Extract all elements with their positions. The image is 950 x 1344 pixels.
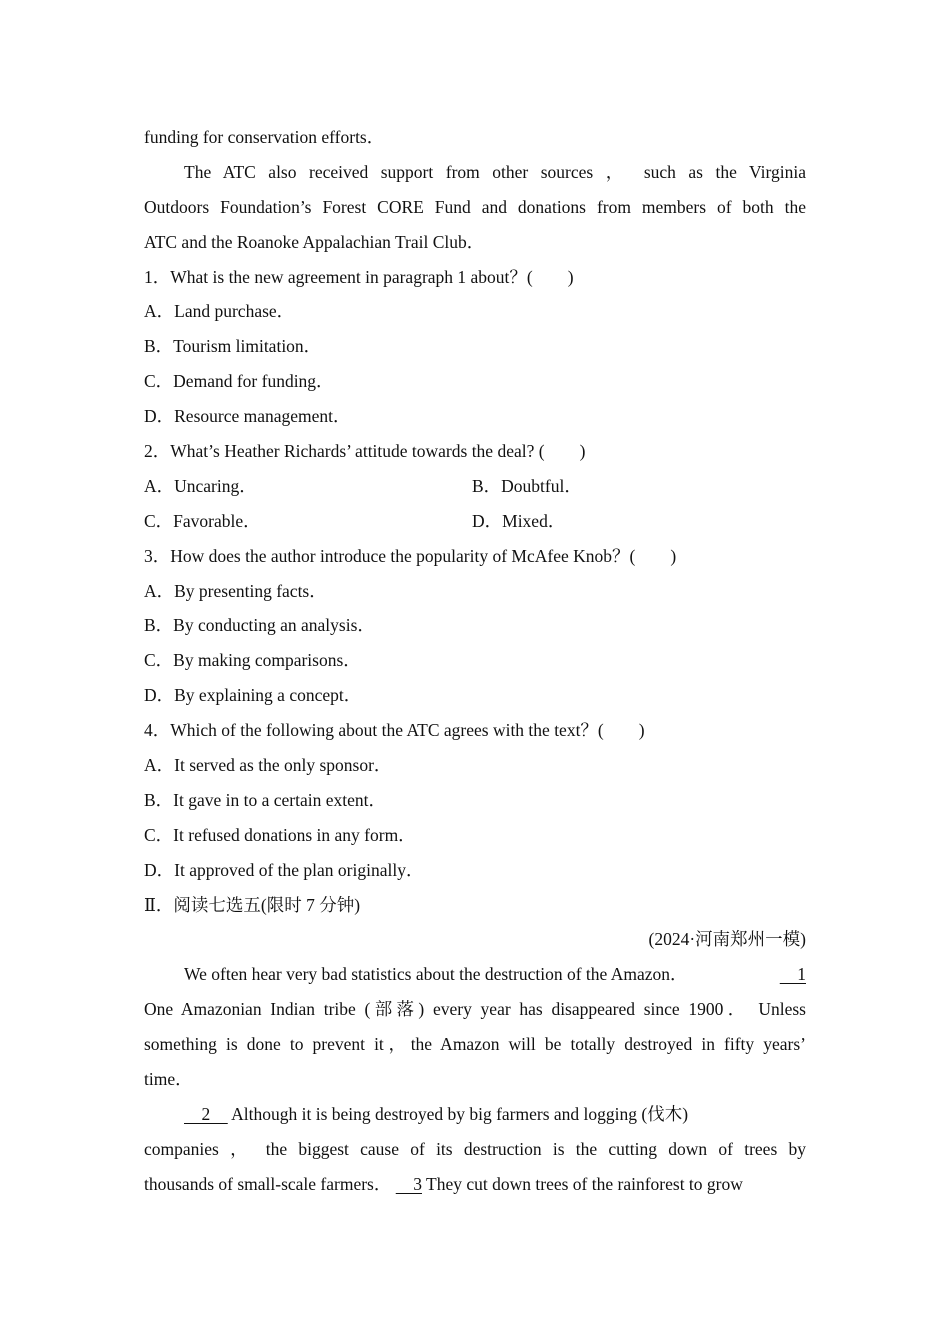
blank-1: 1	[779, 964, 806, 985]
answer-option: D．It approved of the plan originally．	[144, 859, 424, 880]
question-stem: 2．What’s Heather Richards’ attitude towards the deal? ( )	[144, 441, 586, 462]
question-stem: 4．Which of the following about the ATC agrees with the text？( )	[144, 720, 645, 741]
answer-option: B．Doubtful．	[472, 475, 582, 496]
passage-text: thousands of small-scale farmers．	[144, 1173, 392, 1194]
answer-option: D．Resource management．	[144, 406, 351, 427]
question-stem: 3．How does the author introduce the popularity of McAfee Knob？( )	[144, 545, 677, 566]
answer-option: C．Demand for funding．	[144, 371, 334, 392]
text-line: funding for conservation efforts．	[144, 127, 385, 147]
answer-option: B．By conducting an analysis．	[144, 615, 375, 636]
blank-2: 2	[184, 1103, 228, 1124]
answer-option: A．By presenting facts．	[144, 580, 327, 601]
answer-option: D．Mixed．	[472, 510, 566, 531]
text-line: Outdoors Foundation’s Forest CORE Fund and donations from members of both the	[144, 196, 806, 217]
passage-text: They cut down trees of the rainforest to grow	[421, 1173, 743, 1194]
passage-line	[144, 957, 806, 992]
option-row	[144, 504, 806, 539]
answer-option: B．It gave in to a certain extent．	[144, 789, 387, 810]
answer-option: C．Favorable．	[144, 510, 261, 531]
passage-line: One Amazonian Indian tribe (部落) every year has disappeared since 1900． Unless	[144, 999, 806, 1020]
answer-option: C．By making comparisons．	[144, 650, 361, 671]
answer-option: A．Land purchase．	[144, 301, 295, 322]
blank-3: 3	[395, 1173, 422, 1194]
question-stem: 1．What is the new agreement in paragraph 1 about？( )	[144, 266, 574, 287]
answer-option: A．It served as the only sponsor．	[144, 755, 392, 776]
answer-option: C．It refused donations in any form．	[144, 824, 416, 845]
passage-line	[144, 1097, 806, 1132]
text-line: The ATC also received support from other sources ， such as the Virginia	[184, 161, 806, 182]
source-note: (2024·河南郑州一模)	[648, 929, 806, 950]
text-line: ATC and the Roanoke Appalachian Trail Club．	[144, 231, 485, 252]
document-body	[144, 120, 806, 1202]
answer-option: B．Tourism limitation．	[144, 336, 322, 357]
passage-line: something is done to prevent it，the Amazon will be totally destroyed in fifty years’	[144, 1034, 806, 1055]
option-row	[144, 469, 806, 504]
passage-line: time．	[144, 1069, 193, 1090]
passage-line: companies ， the biggest cause of its destruction is the cutting down of trees by	[144, 1138, 806, 1159]
section-heading: Ⅱ．阅读七选五(限时 7 分钟)	[144, 894, 361, 915]
passage-text: We often hear very bad statistics about the destruction of the Amazon．	[184, 964, 688, 985]
answer-option: D．By explaining a concept．	[144, 685, 362, 706]
passage-line	[144, 1167, 806, 1202]
passage-text: Although it is being destroyed by big farmers and logging (伐木)	[227, 1103, 689, 1124]
answer-option: A．Uncaring．	[144, 475, 257, 496]
